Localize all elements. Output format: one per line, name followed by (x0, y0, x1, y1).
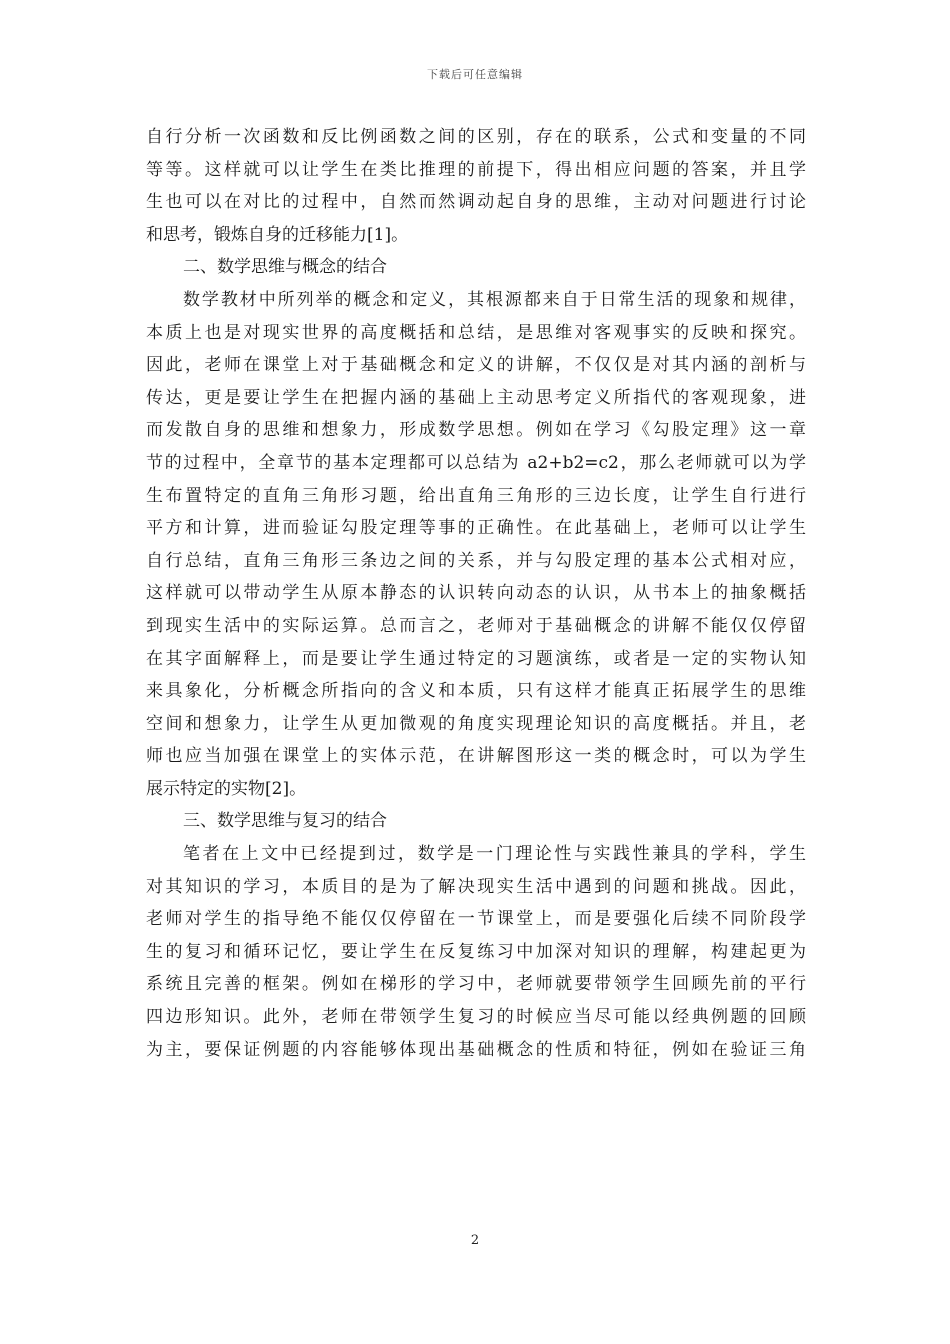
text-line: 系统且完善的框架。例如在梯形的学习中，老师就要带领学生回顾先前的平行 (146, 974, 806, 995)
page-number: 2 (470, 1233, 480, 1248)
paragraph-concepts (146, 284, 806, 806)
text-line: 空间和想象力，让学生从更加微观的角度实现理论知识的高度概括。并且，老 (146, 713, 806, 734)
text-line: 等等。这样就可以让学生在类比推理的前提下，得出相应问题的答案，并且学 (146, 159, 806, 180)
text-line: 和思考，锻炼自身的迁移能力[1]。 (146, 224, 409, 245)
text-line: 生布置特定的直角三角形习题，给出直角三角形的三边长度，让学生自行进行 (146, 485, 806, 506)
text-line: 平方和计算，进而验证勾股定理等事的正确性。在此基础上，老师可以让学生 (146, 518, 806, 539)
text-line: 四边形知识。此外，老师在带领学生复习的时候应当尽可能以经典例题的回顾 (146, 1007, 806, 1028)
text-line: 到现实生活中的实际运算。总而言之，老师对于基础概念的讲解不能仅仅停留 (146, 615, 806, 636)
document-body (146, 121, 806, 1066)
text-line: 因此，老师在课堂上对于基础概念和定义的讲解，不仅仅是对其内涵的剖析与 (146, 355, 806, 376)
page-header: 下载后可任意编辑 (427, 68, 523, 81)
text-line: 传达，更是要让学生在把握内涵的基础上主动思考定义所指代的客观现象，进 (146, 387, 806, 408)
text-line: 节的过程中，全章节的基本定理都可以总结为 a2+b2=c2，那么老师就可以为学 (146, 452, 806, 473)
text-line: 在其字面解释上，而是要让学生通过特定的习题演练，或者是一定的实物认知 (146, 648, 806, 669)
text-line: 本质上也是对现实世界的高度概括和总结，是思维对客观事实的反映和探究。 (146, 322, 806, 343)
text-line: 生也可以在对比的过程中，自然而然调动起自身的思维，主动对问题进行讨论 (146, 192, 806, 213)
text-line: 为主，要保证例题的内容能够体现出基础概念的性质和特征，例如在验证三角 (146, 1039, 806, 1060)
text-line: 笔者在上文中已经提到过，数学是一门理论性与实践性兼具的学科，学生 (183, 844, 806, 865)
text-line: 这样就可以带动学生从原本静态的认识转向动态的认识，从书本上的抽象概括 (146, 583, 806, 604)
text-line: 对其知识的学习，本质目的是为了解决现实生活中遇到的问题和挑战。因此， (146, 876, 806, 897)
paragraph-review (146, 838, 806, 1066)
paragraph-continuation (146, 121, 806, 251)
text-line: 生的复习和循环记忆，要让学生在反复练习中加深对知识的理解，构建起更为 (146, 941, 806, 962)
text-line: 师也应当加强在课堂上的实体示范，在讲解图形这一类的概念时，可以为学生 (146, 746, 806, 767)
section-heading-2: 二、数学思维与概念的结合 (183, 257, 387, 278)
section-heading-3: 三、数学思维与复习的结合 (183, 811, 387, 832)
text-line: 数学教材中所列举的概念和定义，其根源都来自于日常生活的现象和规律， (183, 289, 806, 310)
text-line: 自行分析一次函数和反比例函数之间的区别，存在的联系，公式和变量的不同 (146, 127, 806, 147)
text-line: 来具象化，分析概念所指向的含义和本质，只有这样才能真正拓展学生的思维 (146, 681, 806, 702)
text-line: 展示特定的实物[2]。 (146, 778, 307, 799)
text-line: 自行总结，直角三角形三条边之间的关系，并与勾股定理的基本公式相对应， (146, 550, 806, 571)
text-line: 而发散自身的思维和想象力，形成数学思想。例如在学习《勾股定理》这一章 (146, 420, 806, 441)
text-line: 老师对学生的指导绝不能仅仅停留在一节课堂上，而是要强化后续不同阶段学 (146, 909, 806, 930)
